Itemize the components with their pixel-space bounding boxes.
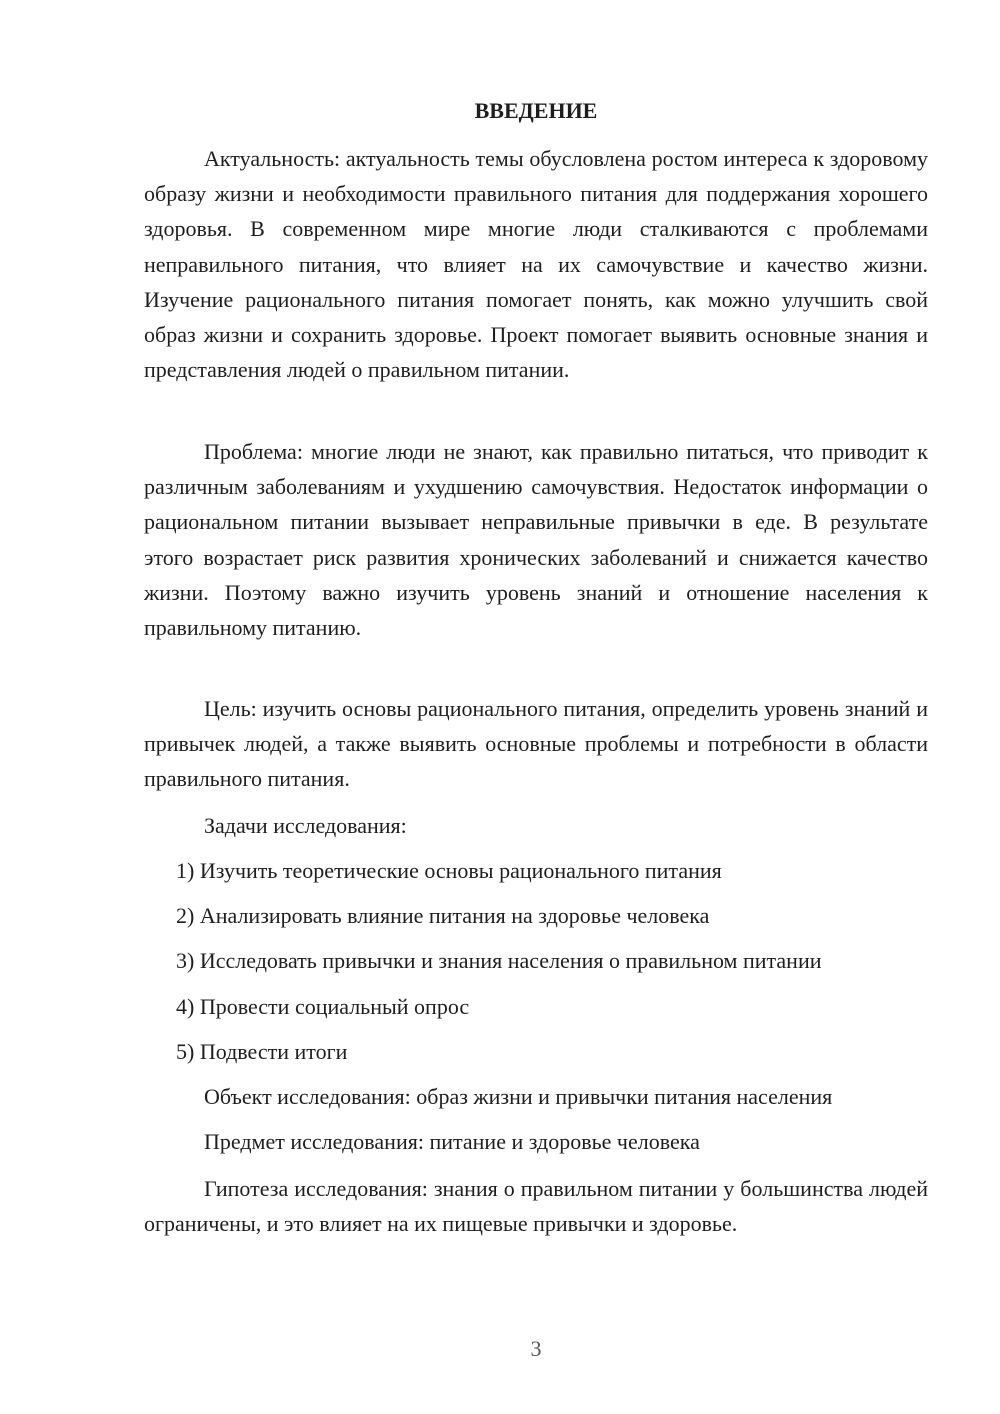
relevance-paragraph: Актуальность: актуальность темы обусловлена ростом интереса к здоровому образу жизни и необходимости правильного питания для поддержания хорошего здоровья. В современном мире многие люди сталкиваются с проблемами неправильного питания, что влияет на их самочувствие и качество жизни. Изучение рационального питания помогает понять, как можно улучшить свой образ жизни и сохранить здоровье. Проект помогает выявить основные знания и представления людей о правильном питании. [144,146,928,383]
page-number: 3 [530,1336,542,1361]
research-object: Объект исследования: образ жизни и привычки питания населения [204,1084,833,1109]
research-subject: Предмет исследования: питание и здоровье человека [204,1129,700,1154]
task-item-3: 3) Исследовать привычки и знания населения о правильном питании [176,948,822,973]
task-item-2: 2) Анализировать влияние питания на здоровье человека [176,903,710,928]
goal-paragraph: Цель: изучить основы рационального питания, определить уровень знаний и привычек людей, а также выявить основные проблемы и потребности в области правильного питания. [144,696,928,792]
section-heading: ВВЕДЕНИЕ [474,98,598,123]
task-item-4: 4) Провести социальный опрос [176,994,470,1019]
hypothesis-paragraph: Гипотеза исследования: знания о правильном питании у большинства людей ограничены, и это влияет на их пищевые привычки и здоровье. [144,1176,928,1237]
task-item-1: 1) Изучить теоретические основы рационального питания [176,858,722,883]
tasks-heading: Задачи исследования: [204,813,407,838]
task-item-5: 5) Подвести итоги [176,1039,348,1064]
problem-paragraph: Проблема: многие люди не знают, как правильно питаться, что приводит к различным заболеваниям и ухудшению самочувствия. Недостаток информации о рациональном питании вызывает неправильные привычки в еде. В результате этого возрастает риск развития хронических заболеваний и снижается качество жизни. Поэтому важно изучить уровень знаний и отношение населения к правильному питанию. [144,439,928,641]
